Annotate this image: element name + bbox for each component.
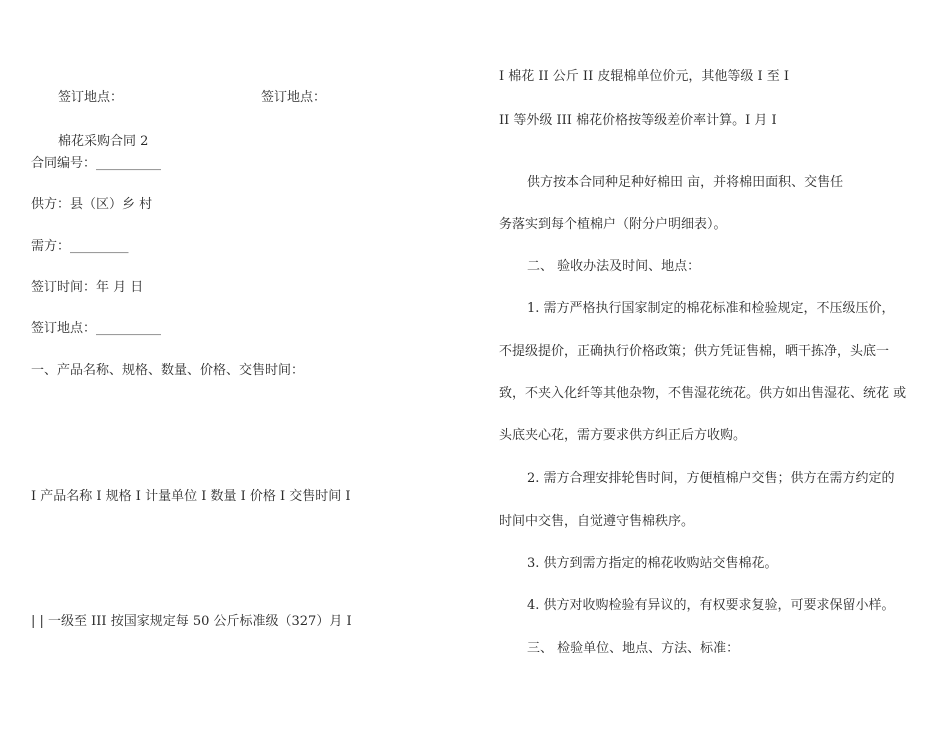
- supplier-line: 供方：县（区）乡 村: [31, 197, 153, 212]
- item-2-line-1: 2. 需方合理安排轮售时间，方便植棉户交售；供方在需方约定的: [527, 471, 895, 486]
- sign-place-label-a: 签订地点：: [58, 90, 124, 105]
- paragraph-1-line-2: 务落实到每个植棉户（附分户明细表）。: [499, 217, 727, 232]
- section-3-heading: 三、 检验单位、地点、方法、标准：: [527, 641, 740, 656]
- item-4: 4. 供方对收购检验有异议的，有权要求复验，可要求保留小样。: [527, 598, 895, 613]
- item-1-line-4: 头底夹心花，需方要求供方纠正后方收购。: [499, 428, 747, 443]
- item-1-line-2: 不提级提价，正确执行价格政策；供方凭证售棉，晒干拣净，头底一: [499, 344, 890, 359]
- contract-number: 合同编号：__________: [31, 156, 162, 171]
- section-2-heading: 二、 验收办法及时间、地点：: [527, 259, 701, 274]
- item-2-line-2: 时间中交售，自觉遵守售棉秩序。: [499, 514, 695, 529]
- price-line-1: I 棉花 II 公斤 II 皮辊棉单位价元，其他等级 I 至 I: [499, 69, 790, 84]
- product-table-row: | | 一级至 III 按国家规定每 50 公斤标准级（327）月 I: [31, 614, 352, 629]
- paragraph-1-line-1: 供方按本合同种足种好棉田 亩，并将棉田面积、交售任: [527, 175, 844, 190]
- item-3: 3. 供方到需方指定的棉花收购站交售棉花。: [527, 556, 778, 571]
- buyer-line: 需方：_________: [31, 239, 129, 254]
- price-line-2: II 等外级 III 棉花价格按等级差价率计算。I 月 I: [499, 113, 777, 128]
- contract-title: 棉花采购合同 2: [58, 134, 149, 149]
- sign-place-line: 签订地点：__________: [31, 321, 162, 336]
- sign-place-label-b: 签订地点：: [261, 90, 327, 105]
- item-1-line-1: 1. 需方严格执行国家制定的棉花标准和检验规定，不压级压价，: [527, 301, 895, 316]
- item-1-line-3: 致，不夹入化纤等其他杂物，不售湿花统花。供方如出售湿花、统花 或: [499, 386, 907, 401]
- product-table-header: I 产品名称 I 规格 I 计量单位 I 数量 I 价格 I 交售时间 I: [31, 489, 351, 504]
- section-1-heading: 一、产品名称、规格、数量、价格、交售时间：: [31, 363, 305, 378]
- sign-time-line: 签订时间：年 月 日: [31, 280, 144, 295]
